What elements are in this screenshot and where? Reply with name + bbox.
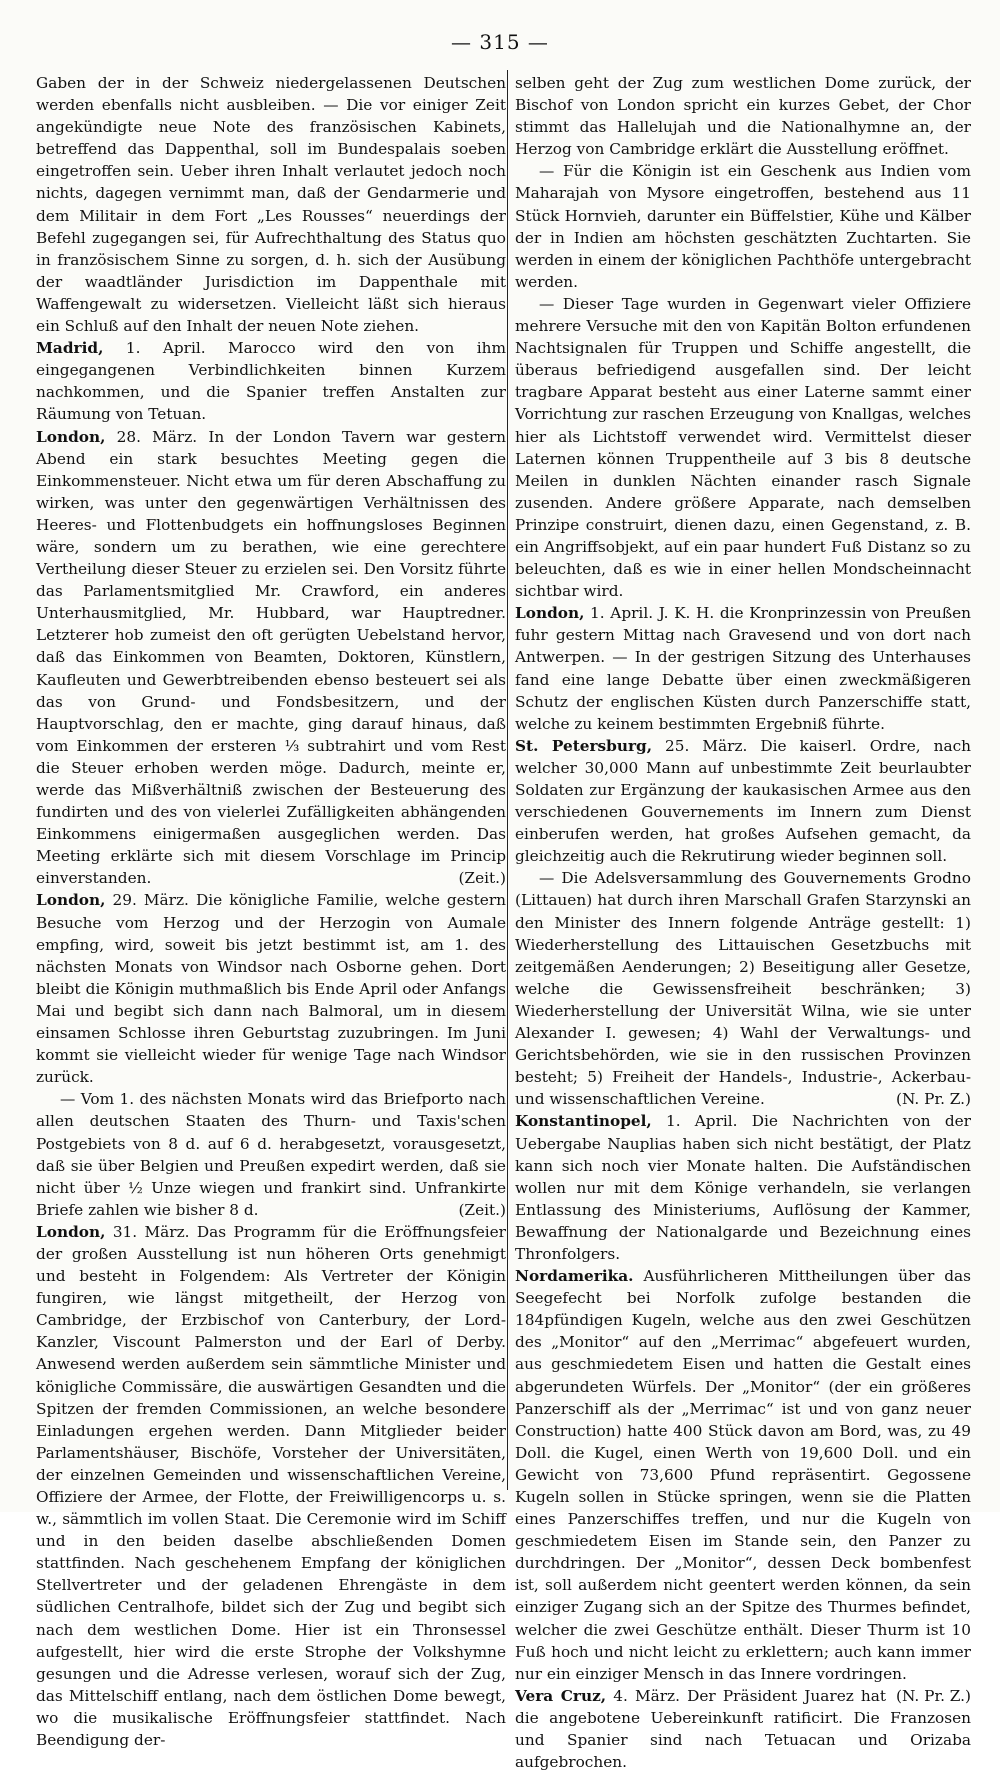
dateline-place: London, [36, 1222, 106, 1241]
paragraph-text: 1. April. Die Nachrichten von der Uebergabe Nauplias haben sich nicht bestätigt, der Platz kann sich noch vier Monate halten. Die Aufständischen wollen nur mit dem Könige verhandeln, sie verlangen Entlassung des Ministeriums, Auflösung der Kammer, Bewaffnung der Nationalgarde und Bezeichnung eines Thronfolgers. [515, 1112, 971, 1263]
left-paragraph [36, 72, 506, 337]
source-attribution: (Zeit.) [458, 869, 506, 888]
right-paragraph [515, 72, 971, 160]
left-paragraph [36, 1221, 506, 1751]
dateline-place: Madrid, [36, 339, 104, 358]
paragraph-text: 31. März. Das Programm für die Eröffnungsfeier der großen Ausstellung ist nun höheren Orts genehmigt und besteht in Folgendem: Als Vertreter der Königin fungiren, wie längst mitgetheilt, der Herzog von Cambridge, der Erzbischof von Canterbury, der Lord-Kanzler, Viscount Palmerston und der Earl of Derby. Anwesend werden außerdem sein sämmtliche Minister und königliche Commissäre, die auswärtigen Gesandten und die Spitzen der fremden Commissionen, an welche besondere Einladungen ergehen werden. Dann Mitglieder beider Parlamentshäuser, Bischöfe, Vorsteher der Universitäten, der einzelnen Gemeinden und wissenschaftlichen Vereine, Offiziere der Armee, der Flotte, der Freiwilligencorps u. s. w., sämmtlich im vollen Staat. Die Ceremonie wird im Schiff und in den beiden daselbe abschließenden Domen stattfinden. Nach geschehenem Empfang der königlichen Stellvertreter und der geladenen Ehrengäste in dem südlichen Centralhofe, bildet sich der Zug und begibt sich nach dem westlichen Dome. Hier ist ein Thronsessel aufgestellt, hier wird die erste Strophe der Volkshymne gesungen und die Adresse verlesen, worauf sich der Zug, das Mittelschiff entlang, nach dem östlichen Dome bewegt, wo die musikalische Eröffnungsfeier stattfindet. Nach Beendigung der- [36, 1222, 506, 1750]
left-paragraph [36, 889, 506, 1088]
column-divider [507, 70, 508, 1490]
source-attribution: (N. Pr. Z.) [896, 1686, 971, 1705]
dateline-place: Vera Cruz, [515, 1686, 607, 1705]
left-column [36, 72, 506, 1751]
dateline-place: London, [36, 427, 106, 446]
paragraph-text: Ausführlicheren Mittheilungen über das Seegefecht bei Norfolk zufolge bestanden die 184pfündigen Kugeln, welche aus den zwei Geschützen des „Monitor“ auf den „Merrimac“ abgefeuert wurden, aus geschmiedetem Eisen und hatten die Gestalt eines abgerundeten Würfels. Der „Monitor“ (der ein größeres Panzerschiff als der „Merrimac“ ist und von ganz neuer Construction) hatte 400 Stück davon am Bord, was, zu 49 Doll. die Kugel, einen Werth von 19,600 Doll. und ein Gewicht von 73,600 Pfund repräsentirt. Gegossene Kugeln sollen in Stücke springen, wenn sie die Platten eines Panzerschiffes treffen, und nur die Kugeln von geschmiedetem Eisen im Stande sein, den Panzer zu durchdringen. Der „Monitor“, dessen Deck bombenfest ist, soll außerdem nicht geentert werden können, da sein einziger Zugang sich an der Spitze des Thurmes befindet, welcher die zwei Geschütze enthält. Dieser Thurm ist 10 Fuß hoch und nicht leicht zu erklettern; auch kann immer nur ein einziger Mensch in das Innere vordringen. [515, 1267, 971, 1683]
dateline-place: London, [36, 891, 106, 910]
dateline-place: St. Petersburg, [515, 736, 653, 755]
dateline-place: Konstantinopel, [515, 1112, 652, 1131]
right-paragraph [515, 602, 971, 735]
paragraph-text: — Vom 1. des nächsten Monats wird das Briefporto nach allen deutschen Staaten des Thurn- und Taxis'schen Postgebiets von 8 d. auf 6 d. herabgesetzt, vorausgesetzt, daß sie über Belgien und Preußen expedirt werden, daß sie nicht über ½ Unze wiegen und frankirt sind. Unfrankirte Briefe zahlen wie bisher 8 d. [36, 1090, 506, 1219]
paragraph-text: 1. April. J. K. H. die Kronprinzessin von Preußen fuhr gestern Mittag nach Gravesend und von dort nach Antwerpen. — In der gestrigen Sitzung des Unterhauses fand eine lange Debatte über einen zweckmäßigeren Schutz der englischen Küsten durch Panzerschiffe statt, welche zu keinem bestimmten Ergebniß führte. [515, 604, 971, 733]
dateline-place: London, [515, 604, 585, 623]
page-number: — 315 — [451, 30, 549, 54]
right-paragraph [515, 160, 971, 293]
right-paragraph [515, 1110, 971, 1265]
paragraph-text: — Die Adelsversammlung des Gouvernements Grodno (Littauen) hat durch ihren Marschall Grafen Starzynski an den Minister des Innern folgende Anträge gestellt: 1) Wiederherstellung des Littauischen Gesetzbuchs mit zeitgemäßen Aenderungen; 2) Beseitigung aller Gesetze, welche die Gewissensfreiheit beschränken; 3) Wiederherstellung der Universität Wilna, wie sie unter Alexander I. gewesen; 4) Wahl der Verwaltungs- und Gerichtsbehörden, wie sie in den russischen Provinzen besteht; 5) Freiheit der Handels-, Industrie-, Ackerbau- und wissenschaftlichen Vereine. [515, 869, 971, 1109]
left-paragraph [36, 337, 506, 425]
paragraph-text: — Für die Königin ist ein Geschenk aus Indien vom Maharajah von Mysore eingetroffen, bestehend aus 11 Stück Hornvieh, darunter ein Büffelstier, Kühe und Kälber der in Indien am höchsten geschätzten Zuchtarten. Sie werden in einem der königlichen Pachthöfe untergebracht werden. [515, 162, 971, 291]
source-attribution: (N. Pr. Z.) [896, 1090, 971, 1109]
right-paragraph [515, 293, 971, 602]
dateline-place: Nordamerika. [515, 1267, 634, 1286]
paragraph-text: — Dieser Tage wurden in Gegenwart vieler Offiziere mehrere Versuche mit den von Kapitän Bolton erfundenen Nachtsignalen für Truppen und Schiffe angestellt, die überaus befriedigend ausgefallen sind. Der leicht tragbare Apparat besteht aus einer Laterne sammt einer Vorrichtung zur raschen Erzeugung von Knallgas, welches hier als Lichtstoff verwendet wird. Vermittelst dieser Laternen können Truppentheile auf 3 bis 8 deutsche Meilen in dunklen Nächten einander rasch Signale zusenden. Andere größere Apparate, nach demselben Prinzipe construirt, dienen dazu, einen Gegenstand, z. B. ein Angriffsobjekt, auf ein paar hundert Fuß Distanz so zu beleuchten, daß es wie in einer hellen Mondscheinnacht sichtbar wird. [515, 294, 971, 601]
source-attribution: (Zeit.) [458, 1200, 506, 1219]
paragraph-text: 4. März. Der Präsident Juarez hat die angebotene Uebereinkunft ratificirt. Die Franzosen und Spanier sind nach Tetuacan und Orizaba aufgebrochen. [515, 1686, 971, 1772]
paragraph-text: 25. März. Die kaiserl. Ordre, nach welcher 30,000 Mann auf unbestimmte Zeit beurlaubter Soldaten zur Ergänzung der kaukasischen Armee aus den verschiedenen Gouvernements im Innern zum Dienst einberufen werden, hat großes Aufsehen gemacht, da gleichzeitig auch die Rekrutirung wieder beginnen soll. [515, 736, 971, 866]
paragraph-text: selben geht der Zug zum westlichen Dome zurück, der Bischof von London spricht ein kurzes Gebet, der Chor stimmt das Hallelujah und die Nationalhymne an, der Herzog von Cambridge erklärt die Ausstellung eröffnet. [515, 74, 971, 159]
paragraph-text: 28. März. In der London Tavern war gestern Abend ein stark besuchtes Meeting gegen die Einkommensteuer. Nicht etwa um für deren Abschaffung zu wirken, was unter den gegenwärtigen Verhältnissen des Heeres- und Flottenbudgets ein hoffnungsloses Beginnen wäre, sondern um zu berathen, wie eine gerechtere Vertheilung dieser Steuer zu erzielen sei. Den Vorsitz führte das Parlamentsmitglied Mr. Crawford, ein anderes Unterhausmitglied, Mr. Hubbard, war Hauptredner. Letzterer hob zumeist den oft gerügten Uebelstand hervor, daß das Einkommen von Beamten, Doktoren, Künstlern, Kaufleuten und Gewerbtreibenden ebenso besteuert sei als das von Grund- und Fondsbesitzern, und der Hauptvorschlag, den er machte, ging darauf hinaus, daß vom Einkommen der ersteren ⅓ subtrahirt und vom Rest die Steuer erhoben werden möge. Dadurch, meinte er, werde das Mißverhältniß zwischen der Besteuerung des fundirten und des von vielerlei Zufälligkeiten abhängenden Einkommens einigermaßen ausgeglichen werden. Das Meeting erklärte sich mit diesem Vorschlage im Princip einverstanden. [36, 427, 506, 888]
right-column [515, 72, 971, 1773]
paragraph-text: 29. März. Die königliche Familie, welche gestern Besuche vom Herzog und der Herzogin von Aumale empfing, wird, soweit bis jetzt bestimmt ist, am 1. des nächsten Monats von Windsor nach Osborne gehen. Dort bleibt die Königin muthmaßlich bis Ende April oder Anfangs Mai und begibt sich dann nach Balmoral, um in diesem einsamen Schlosse ihren Geburtstag zuzubringen. Im Juni kommt sie vielleicht wieder für wenige Tage nach Windsor zurück. [36, 891, 506, 1087]
left-paragraph [36, 426, 506, 890]
paragraph-text: Gaben der in der Schweiz niedergelassenen Deutschen werden ebenfalls nicht ausbleiben. — Die vor einiger Zeit angekündigte neue Note des französischen Kabinets, betreffend das Dappenthal, soll im Bundespalais soeben eingetroffen sein. Ueber ihren Inhalt verlautet jedoch noch nichts, dagegen vernimmt man, daß der Gendarmerie und dem Militair in dem Fort „Les Rousses“ neuerdings der Befehl zugegangen sei, für Aufrechthaltung des Status quo in französischem Sinne zu sorgen, d. h. sich der Ausübung der waadtländer Jurisdiction im Dappenthale mit Waffengewalt zu widersetzen. Vielleicht läßt sich hieraus ein Schluß auf den Inhalt der neuen Note ziehen. [36, 74, 506, 336]
right-paragraph [515, 735, 971, 868]
right-paragraph [515, 867, 971, 1110]
paragraph-text: 1. April. Marocco wird den von ihm eingegangenen Verbindlichkeiten binnen Kurzem nachkommen, und die Spanier treffen Anstalten zur Räumung von Tetuan. [36, 339, 506, 424]
left-paragraph [36, 1088, 506, 1221]
